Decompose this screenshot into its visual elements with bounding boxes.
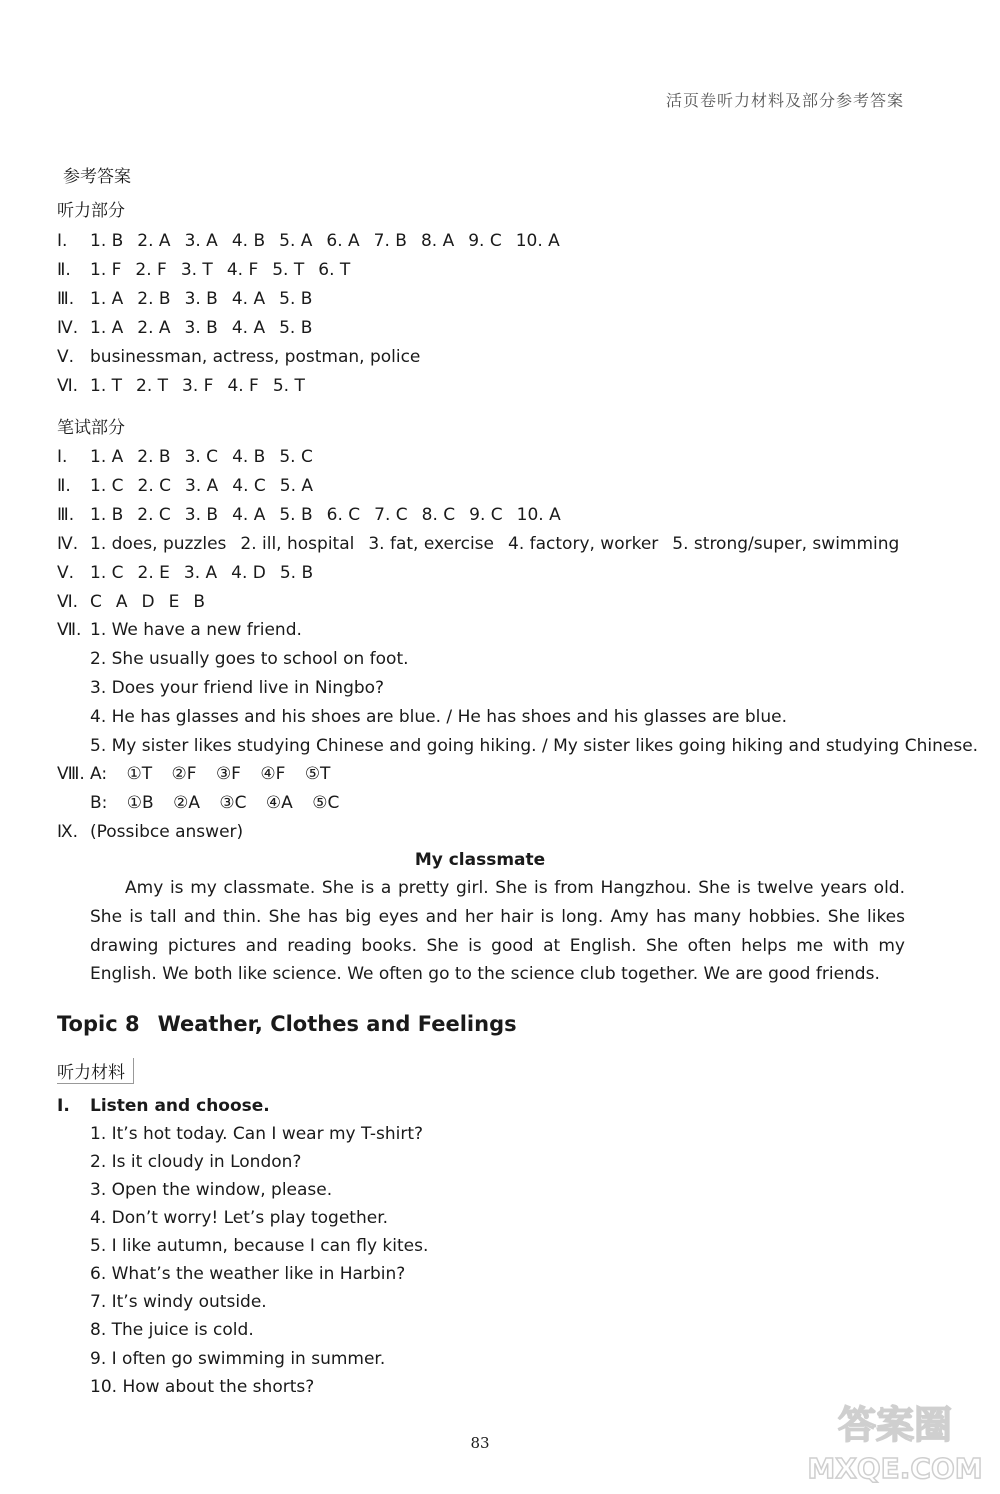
part-a-label: A: bbox=[90, 764, 108, 784]
answer-row bbox=[90, 376, 319, 396]
topic-title bbox=[57, 1012, 517, 1036]
answer-item: 4. B bbox=[231, 231, 266, 251]
section-number: Ⅶ. bbox=[57, 620, 82, 640]
answer-note: (Possibce answer) bbox=[90, 822, 244, 842]
answer-item: 4. C bbox=[232, 476, 266, 496]
answer-item: 4. factory, worker bbox=[508, 534, 659, 554]
answer-item: 2. ill, hospital bbox=[240, 534, 355, 554]
listening-item: 7. It’s windy outside. bbox=[90, 1292, 267, 1312]
section-number: Ⅴ. bbox=[57, 347, 75, 367]
answer-item: 8. A bbox=[420, 231, 455, 251]
answer-item: 9. C bbox=[468, 231, 502, 251]
answer-item: ①B bbox=[126, 793, 154, 813]
listening-item: 8. The juice is cold. bbox=[90, 1320, 254, 1340]
answer-item: 3. F bbox=[182, 376, 214, 396]
listening-item: 3. Open the window, please. bbox=[90, 1180, 333, 1200]
answer-row bbox=[90, 289, 326, 309]
answer-row bbox=[90, 347, 434, 367]
answer-item: 1. A bbox=[90, 447, 124, 467]
part-a-answers bbox=[90, 764, 344, 784]
section-number: Ⅰ. bbox=[57, 447, 68, 467]
answer-item: ⑤T bbox=[304, 764, 331, 784]
answer-item: 3. T bbox=[180, 260, 213, 280]
part-b-label: B: bbox=[90, 793, 108, 813]
answer-item: ③F bbox=[215, 764, 241, 784]
answer-item: A bbox=[115, 592, 128, 612]
answer-item: 7. B bbox=[373, 231, 407, 251]
sentence-item: 5. My sister likes studying Chinese and going hiking. / My sister likes going hiking and studying Chinese. bbox=[90, 736, 979, 756]
answer-item: businessman, actress, postman, police bbox=[90, 347, 421, 367]
written-label: 笔试部分 bbox=[57, 418, 125, 438]
listening-item: 6. What’s the weather like in Harbin? bbox=[90, 1264, 406, 1284]
answer-row bbox=[90, 318, 326, 338]
section-number: Ⅳ. bbox=[57, 318, 79, 338]
listening-item: 5. I like autumn, because I can fly kites. bbox=[90, 1236, 429, 1256]
answer-item: 5. B bbox=[279, 318, 313, 338]
answer-item: 4. A bbox=[231, 289, 266, 309]
answer-item: 4. F bbox=[227, 376, 259, 396]
sentence-item: 4. He has glasses and his shoes are blue. / He has shoes and his glasses are blue. bbox=[90, 707, 787, 727]
answer-item: 5. C bbox=[279, 447, 313, 467]
answer-item: 1. does, puzzles bbox=[90, 534, 227, 554]
answer-row bbox=[90, 447, 327, 467]
section-number: Ⅲ. bbox=[57, 505, 75, 525]
answer-item: 3. A bbox=[185, 476, 219, 496]
page-number: 83 bbox=[470, 1434, 490, 1452]
sentence-item: 3. Does your friend live in Ningbo? bbox=[90, 678, 385, 698]
answer-item: 4. B bbox=[232, 447, 266, 467]
answer-row bbox=[90, 231, 574, 251]
answer-item: 9. C bbox=[469, 505, 503, 525]
answer-item: 4. A bbox=[232, 505, 266, 525]
answer-item: ②A bbox=[173, 793, 200, 813]
answer-item: D bbox=[141, 592, 155, 612]
answer-item: 5. B bbox=[279, 505, 313, 525]
topic-number: Topic 8 bbox=[57, 1012, 140, 1036]
answer-item: 2. F bbox=[135, 260, 167, 280]
answer-item: 1. A bbox=[90, 318, 124, 338]
answer-item: 2. E bbox=[137, 563, 170, 583]
essay-title: My classmate bbox=[414, 850, 546, 870]
answer-item: 5. T bbox=[272, 376, 305, 396]
answer-item: 4. A bbox=[231, 318, 266, 338]
answer-item: 1. T bbox=[90, 376, 123, 396]
section-number: Ⅰ. bbox=[57, 231, 68, 251]
answers-title: 参考答案 bbox=[63, 167, 131, 187]
answer-item: 3. A bbox=[184, 231, 218, 251]
section-number: Ⅰ. bbox=[57, 1096, 70, 1116]
answer-item: 2. C bbox=[137, 476, 171, 496]
section-number: Ⅸ. bbox=[57, 822, 79, 842]
topic-name: Weather, Clothes and Feelings bbox=[157, 1012, 517, 1036]
listening-item: 9. I often go swimming in summer. bbox=[90, 1349, 386, 1369]
answer-row bbox=[90, 534, 913, 554]
essay-body: Amy is my classmate. She is a pretty girl. She is from Hangzhou. She is twelve years old. She is tall and thin. She has big eyes and her hair is long. Amy has many hobbies. She likes drawing pictures and reading books. She is good at English. She often helps me with my English. We both like science. We often go to the science club together. We are good friends. bbox=[90, 878, 905, 985]
watermark-logo bbox=[803, 1396, 988, 1486]
section-number: Ⅲ. bbox=[57, 289, 75, 309]
answer-row bbox=[90, 505, 575, 525]
section-number: Ⅱ. bbox=[57, 476, 71, 496]
listening-item: 2. Is it cloudy in London? bbox=[90, 1152, 302, 1172]
listening-item: 1. It’s hot today. Can I wear my T-shirt? bbox=[90, 1124, 424, 1144]
answer-item: 6. T bbox=[318, 260, 351, 280]
answer-item: 1. C bbox=[90, 563, 124, 583]
answer-item: 4. D bbox=[231, 563, 266, 583]
answer-item: 3. B bbox=[184, 505, 219, 525]
answer-item: 2. B bbox=[137, 447, 171, 467]
answer-item: ④F bbox=[260, 764, 286, 784]
section-number: Ⅴ. bbox=[57, 563, 75, 583]
sentence-item: 1. We have a new friend. bbox=[90, 620, 302, 640]
listening-item: 4. Don’t worry! Let’s play together. bbox=[90, 1208, 389, 1228]
answer-item: 8. C bbox=[421, 505, 456, 525]
answer-item: 2. A bbox=[137, 318, 171, 338]
answer-item: 2. B bbox=[137, 289, 171, 309]
answer-item: 7. C bbox=[374, 505, 408, 525]
answer-item: 10. A bbox=[516, 505, 561, 525]
answer-item: 3. A bbox=[183, 563, 218, 583]
answer-item: 10. A bbox=[515, 231, 560, 251]
listening-materials-label: 听力材料 bbox=[57, 1058, 134, 1084]
answer-item: 1. A bbox=[90, 289, 124, 309]
answer-item: 4. F bbox=[226, 260, 259, 280]
part-b-answers bbox=[90, 793, 353, 813]
section-number: Ⅱ. bbox=[57, 260, 71, 280]
answer-item: 3. B bbox=[184, 289, 218, 309]
listening-item: 10. How about the shorts? bbox=[90, 1377, 315, 1397]
answer-item: ④A bbox=[265, 793, 293, 813]
answer-item: 1. C bbox=[90, 476, 124, 496]
answer-row bbox=[90, 563, 327, 583]
answer-item: 3. B bbox=[184, 318, 218, 338]
answer-item: 6. C bbox=[326, 505, 361, 525]
answer-item: 1. B bbox=[90, 231, 124, 251]
answer-item: B bbox=[193, 592, 206, 612]
section-number: Ⅷ. bbox=[57, 764, 85, 784]
answer-item: 3. C bbox=[184, 447, 219, 467]
answer-item: 5. A bbox=[279, 231, 313, 251]
sentence-item: 2. She usually goes to school on foot. bbox=[90, 649, 409, 669]
answer-row bbox=[90, 592, 219, 612]
section-number: Ⅳ. bbox=[57, 534, 79, 554]
watermark-top: 答案圈 bbox=[837, 1403, 953, 1447]
answer-item: C bbox=[90, 592, 102, 612]
section-number: Ⅵ. bbox=[57, 376, 79, 396]
answer-item: ①T bbox=[126, 764, 153, 784]
answer-item: 6. A bbox=[326, 231, 360, 251]
answer-item: E bbox=[168, 592, 180, 612]
answer-item: ⑤C bbox=[312, 793, 340, 813]
watermark-bottom: MXQE.COM bbox=[807, 1452, 983, 1485]
answer-item: 5. A bbox=[279, 476, 314, 496]
answer-item: 5. B bbox=[279, 289, 313, 309]
answer-item: 1. F bbox=[90, 260, 122, 280]
answer-item: ②F bbox=[171, 764, 197, 784]
answer-item: 2. A bbox=[137, 231, 171, 251]
answer-row bbox=[90, 476, 327, 496]
answer-item: 2. T bbox=[136, 376, 169, 396]
answer-item: ③C bbox=[219, 793, 247, 813]
answer-item: 5. strong/super, swimming bbox=[672, 534, 900, 554]
section-instruction: Listen and choose. bbox=[90, 1096, 270, 1116]
answer-item: 5. B bbox=[279, 563, 314, 583]
answer-item: 1. B bbox=[90, 505, 124, 525]
answer-row bbox=[90, 260, 364, 280]
answer-item: 3. fat, exercise bbox=[368, 534, 495, 554]
running-header: 活页卷听力材料及部分参考答案 bbox=[665, 91, 904, 110]
listening-label: 听力部分 bbox=[57, 201, 125, 221]
section-number: Ⅵ. bbox=[57, 592, 79, 612]
answer-item: 2. C bbox=[137, 505, 171, 525]
answer-item: 5. T bbox=[272, 260, 305, 280]
